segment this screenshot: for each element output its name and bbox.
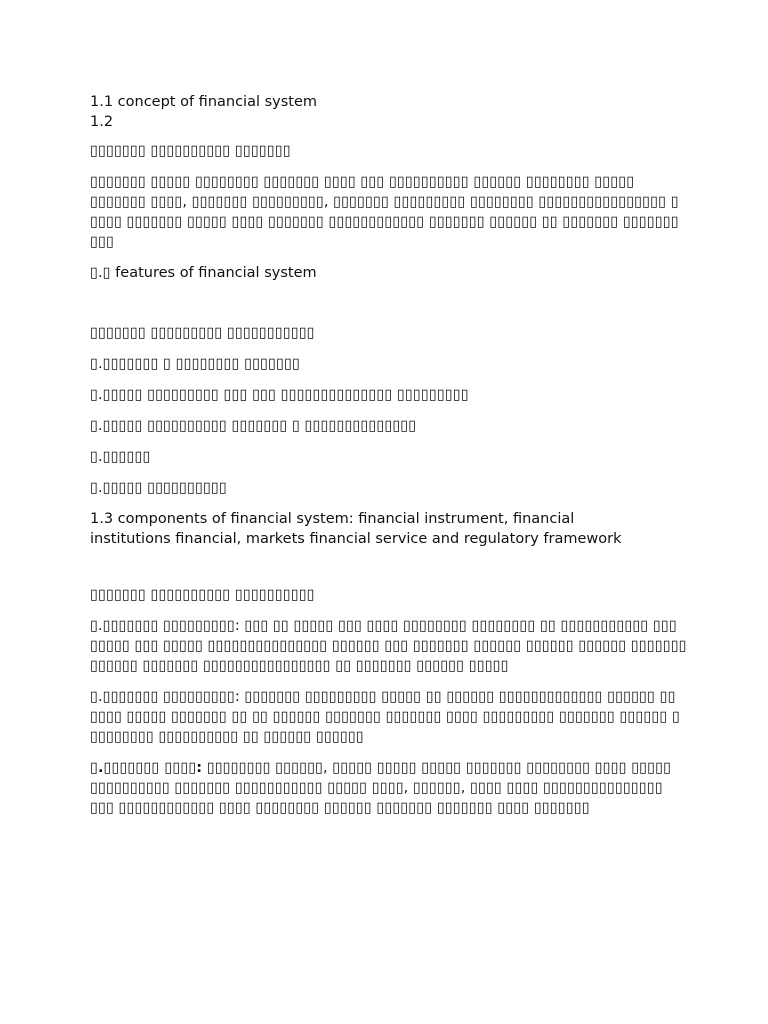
list-item: ▯.▯▯▯▯▯ ▯▯▯▯▯▯▯▯▯▯ [90, 480, 227, 496]
section-1-1-heading: 1.1 concept of financial system [90, 94, 318, 110]
bengali-heading-concept: ▯▯▯▯▯▯▯ ▯▯▯▯▯▯▯▯▯▯ ▯▯▯▯▯▯▯ [90, 143, 291, 159]
bengali-paragraph-concept: ▯▯▯▯▯▯▯ ▯▯▯▯▯ ▯▯▯▯▯▯▯▯ ▯▯▯▯▯▯▯ ▯▯▯▯ ▯▯▯ ▯▯▯▯▯▯▯▯▯▯ ▯▯▯▯▯▯ ▯▯▯▯▯▯▯▯ ▯▯▯▯▯ ▯▯▯▯▯▯▯ ▯▯▯▯, ▯▯▯▯▯▯▯ ▯▯▯▯▯▯▯▯▯, ▯▯▯▯▯▯▯ ▯▯▯▯▯▯▯▯▯ ▯▯▯▯▯▯▯▯ ▯▯▯▯▯▯▯▯▯▯▯▯▯▯▯▯ ▯ ▯▯▯▯ ▯▯▯▯▯▯▯ ▯▯▯▯▯ ▯▯▯▯ ▯▯▯▯▯▯▯ ▯▯▯▯▯▯▯▯▯▯▯▯ ▯▯▯▯▯▯▯ ▯▯▯▯▯▯ ▯▯ ▯▯▯▯▯▯▯ ▯▯▯▯▯▯▯ ▯▯▯ [90, 174, 679, 250]
bengali-paragraph-institutions: ▯.▯▯▯▯▯▯▯ ▯▯▯▯▯▯▯▯▯: ▯▯▯▯▯▯▯ ▯▯▯▯▯▯▯▯▯ ▯▯▯▯▯ ▯▯ ▯▯▯▯▯▯ ▯▯▯▯▯▯▯▯▯▯▯▯▯ ▯▯▯▯▯▯ ▯▯ ▯▯▯▯ ▯▯▯▯▯ ▯▯▯▯▯▯▯ ▯▯ ▯▯ ▯▯▯▯▯▯ ▯▯▯▯▯▯▯ ▯▯▯▯▯▯▯ ▯▯▯▯ ▯▯▯▯▯▯▯▯▯ ▯▯▯▯▯▯▯ ▯▯▯▯▯▯ ▯ ▯▯▯▯▯▯▯▯ ▯▯▯▯▯▯▯▯▯▯ ▯▯ ▯▯▯▯▯▯ ▯▯▯▯▯▯ [90, 689, 680, 745]
bengali-heading-features: ▯▯▯▯▯▯▯ ▯▯▯▯▯▯▯▯▯ ▯▯▯▯▯▯▯▯▯▯▯ [90, 325, 315, 341]
bengali-paragraph-instrument: ▯.▯▯▯▯▯▯▯ ▯▯▯▯▯▯▯▯▯: ▯▯▯ ▯▯ ▯▯▯▯▯ ▯▯▯ ▯▯▯▯ ▯▯▯▯▯▯▯▯ ▯▯▯▯▯▯▯▯ ▯▯ ▯▯▯▯▯▯▯▯▯▯▯ ▯▯▯ ▯▯▯▯▯ ▯▯▯ ▯▯▯▯▯ ▯▯▯▯▯▯▯▯▯▯▯▯▯▯▯ ▯▯▯▯▯▯ ▯▯▯ ▯▯▯▯▯▯▯ ▯▯▯▯▯▯ ▯▯▯▯▯▯ ▯▯▯▯▯▯ ▯▯▯▯▯▯▯ ▯▯▯▯▯▯ ▯▯▯▯▯▯▯ ▯▯▯▯▯▯▯▯▯▯▯▯▯▯▯▯ ▯▯ ▯▯▯▯▯▯▯ ▯▯▯▯▯▯ ▯▯▯▯▯ [90, 618, 687, 674]
bengali-paragraph-markets-body: ▯▯▯▯▯▯▯▯ ▯▯▯▯▯▯, ▯▯▯▯▯ ▯▯▯▯▯ ▯▯▯▯▯ ▯▯▯▯▯▯▯ ▯▯▯▯▯▯▯▯ ▯▯▯▯ ▯▯▯▯▯ ▯▯▯▯▯▯▯▯▯▯ ▯▯▯▯▯▯▯ ▯▯▯▯▯▯▯▯▯▯▯ ▯▯▯▯▯ ▯▯▯▯, ▯▯▯▯▯▯, ▯▯▯▯ ▯▯▯▯ ▯▯▯▯▯▯▯▯▯▯▯▯▯▯▯ ▯▯▯ ▯▯▯▯▯▯▯▯▯▯▯▯ ▯▯▯▯ ▯▯▯▯▯▯▯▯ ▯▯▯▯▯▯ ▯▯▯▯▯▯▯ ▯▯▯▯▯▯▯ ▯▯▯▯ ▯▯▯▯▯▯▯ [90, 760, 672, 816]
section-features-heading: ▯.▯ features of financial system [90, 265, 317, 281]
bengali-heading-components: ▯▯▯▯▯▯▯ ▯▯▯▯▯▯▯▯▯▯ ▯▯▯▯▯▯▯▯▯▯ [90, 587, 315, 603]
bengali-paragraph-markets-lead: ▯.▯▯▯▯▯▯▯ ▯▯▯▯: [90, 760, 203, 776]
document-page [90, 92, 690, 818]
list-item: ▯.▯▯▯▯▯▯▯ ▯ ▯▯▯▯▯▯▯▯ ▯▯▯▯▯▯▯ [90, 356, 300, 372]
section-1-3-heading-line-1: 1.3 components of financial system: financial instrument, financial [90, 511, 575, 527]
bengali-paragraph-markets [90, 758, 690, 818]
list-item: ▯.▯▯▯▯▯ ▯▯▯▯▯▯▯▯▯▯ ▯▯▯▯▯▯▯ ▯ ▯▯▯▯▯▯▯▯▯▯▯▯▯▯ [90, 418, 417, 434]
section-1-2-heading: 1.2 [90, 114, 114, 130]
list-item: ▯.▯▯▯▯▯▯ [90, 449, 151, 465]
section-1-3-heading-line-2: institutions financial, markets financial service and regulatory framework [90, 531, 622, 547]
list-item: ▯.▯▯▯▯▯ ▯▯▯▯▯▯▯▯▯ ▯▯▯ ▯▯▯ ▯▯▯▯▯▯▯▯▯▯▯▯▯▯ ▯▯▯▯▯▯▯▯▯ [90, 387, 469, 403]
